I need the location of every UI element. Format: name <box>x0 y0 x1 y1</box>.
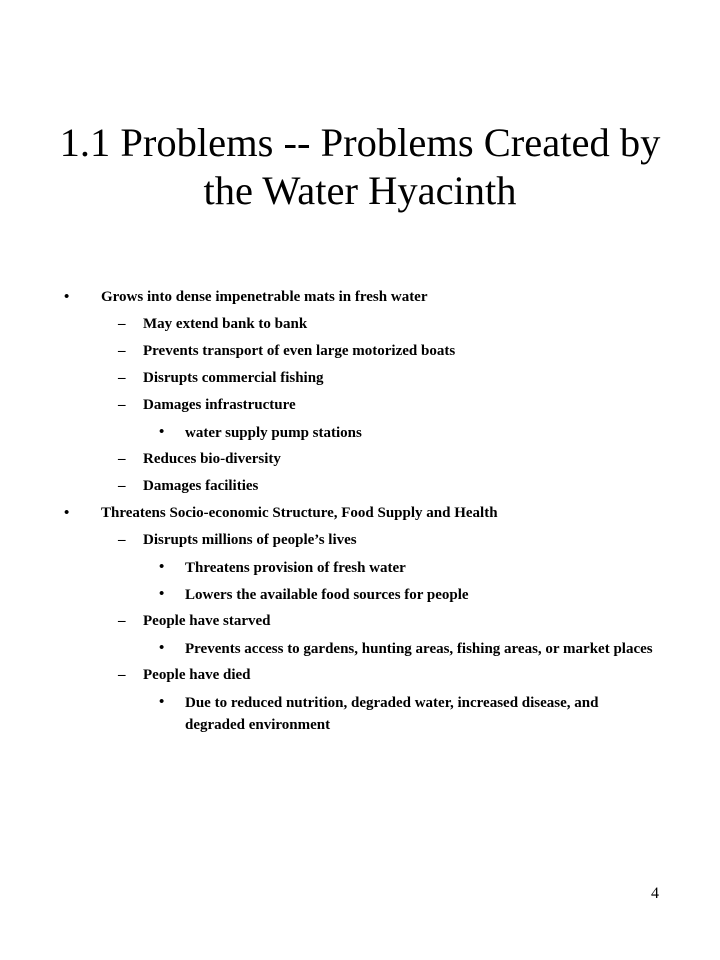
outline-item-level-2 <box>0 338 720 365</box>
outline-item-text: Lowers the available food sources for people <box>185 586 469 603</box>
bullet-marker: • <box>159 694 165 710</box>
dash-marker: – <box>118 343 126 359</box>
dash-marker: – <box>118 667 126 683</box>
outline-item-text: Due to reduced nutrition, degraded water, increased disease, and degraded environment <box>185 694 599 733</box>
outline-item-text: Prevents access to gardens, hunting areas, fishing areas, or market places <box>185 640 653 657</box>
outline-item-text: Threatens Socio-economic Structure, Food Supply and Health <box>101 505 498 521</box>
outline-item-text: Threatens provision of fresh water <box>185 559 406 576</box>
bullet-marker: • <box>64 505 70 521</box>
outline-item-level-2 <box>0 311 720 338</box>
outline-item-text: Disrupts millions of people’s lives <box>143 532 357 548</box>
bullet-marker: • <box>64 289 70 305</box>
outline-item-level-2 <box>0 608 720 635</box>
outline-item-level-2 <box>0 662 720 689</box>
outline-item-text: water supply pump stations <box>185 424 362 441</box>
dash-marker: – <box>118 532 126 548</box>
outline-item-text: People have starved <box>143 613 271 629</box>
outline-item-level-1 <box>0 284 720 311</box>
outline-item-level-2 <box>0 365 720 392</box>
outline-item-level-1 <box>0 500 720 527</box>
bullet-marker: • <box>159 586 165 602</box>
page-number: 4 <box>651 885 659 902</box>
dash-marker: – <box>118 370 126 386</box>
outline-item-level-3 <box>0 635 720 662</box>
outline-item-level-3 <box>0 554 720 581</box>
bullet-marker: • <box>159 559 165 575</box>
outline-item-level-2 <box>0 392 720 419</box>
outline-item-text: Damages facilities <box>143 478 259 494</box>
outline-item-level-3 <box>0 581 720 608</box>
dash-marker: – <box>118 397 126 413</box>
outline-item-level-2 <box>0 527 720 554</box>
slide-title: 1.1 Problems -- Problems Created by the Water Hyacinth <box>59 120 661 213</box>
outline-item-text: Reduces bio-diversity <box>143 451 281 467</box>
bullet-outline <box>0 284 720 738</box>
outline-item-text: May extend bank to bank <box>143 316 308 332</box>
outline-item-text: Grows into dense impenetrable mats in fresh water <box>101 289 428 305</box>
outline-item-text: Prevents transport of even large motorized boats <box>143 343 456 359</box>
dash-marker: – <box>118 316 126 332</box>
dash-marker: – <box>118 478 126 494</box>
dash-marker: – <box>118 451 126 467</box>
outline-item-text: Damages infrastructure <box>143 397 296 413</box>
outline-item-text: People have died <box>143 667 251 683</box>
outline-item-text: Disrupts commercial fishing <box>143 370 324 386</box>
outline-item-level-3 <box>0 689 720 738</box>
bullet-marker: • <box>159 640 165 656</box>
bullet-marker: • <box>159 424 165 440</box>
outline-item-level-3 <box>0 419 720 446</box>
dash-marker: – <box>118 613 126 629</box>
outline-item-level-2 <box>0 446 720 473</box>
outline-item-level-2 <box>0 473 720 500</box>
